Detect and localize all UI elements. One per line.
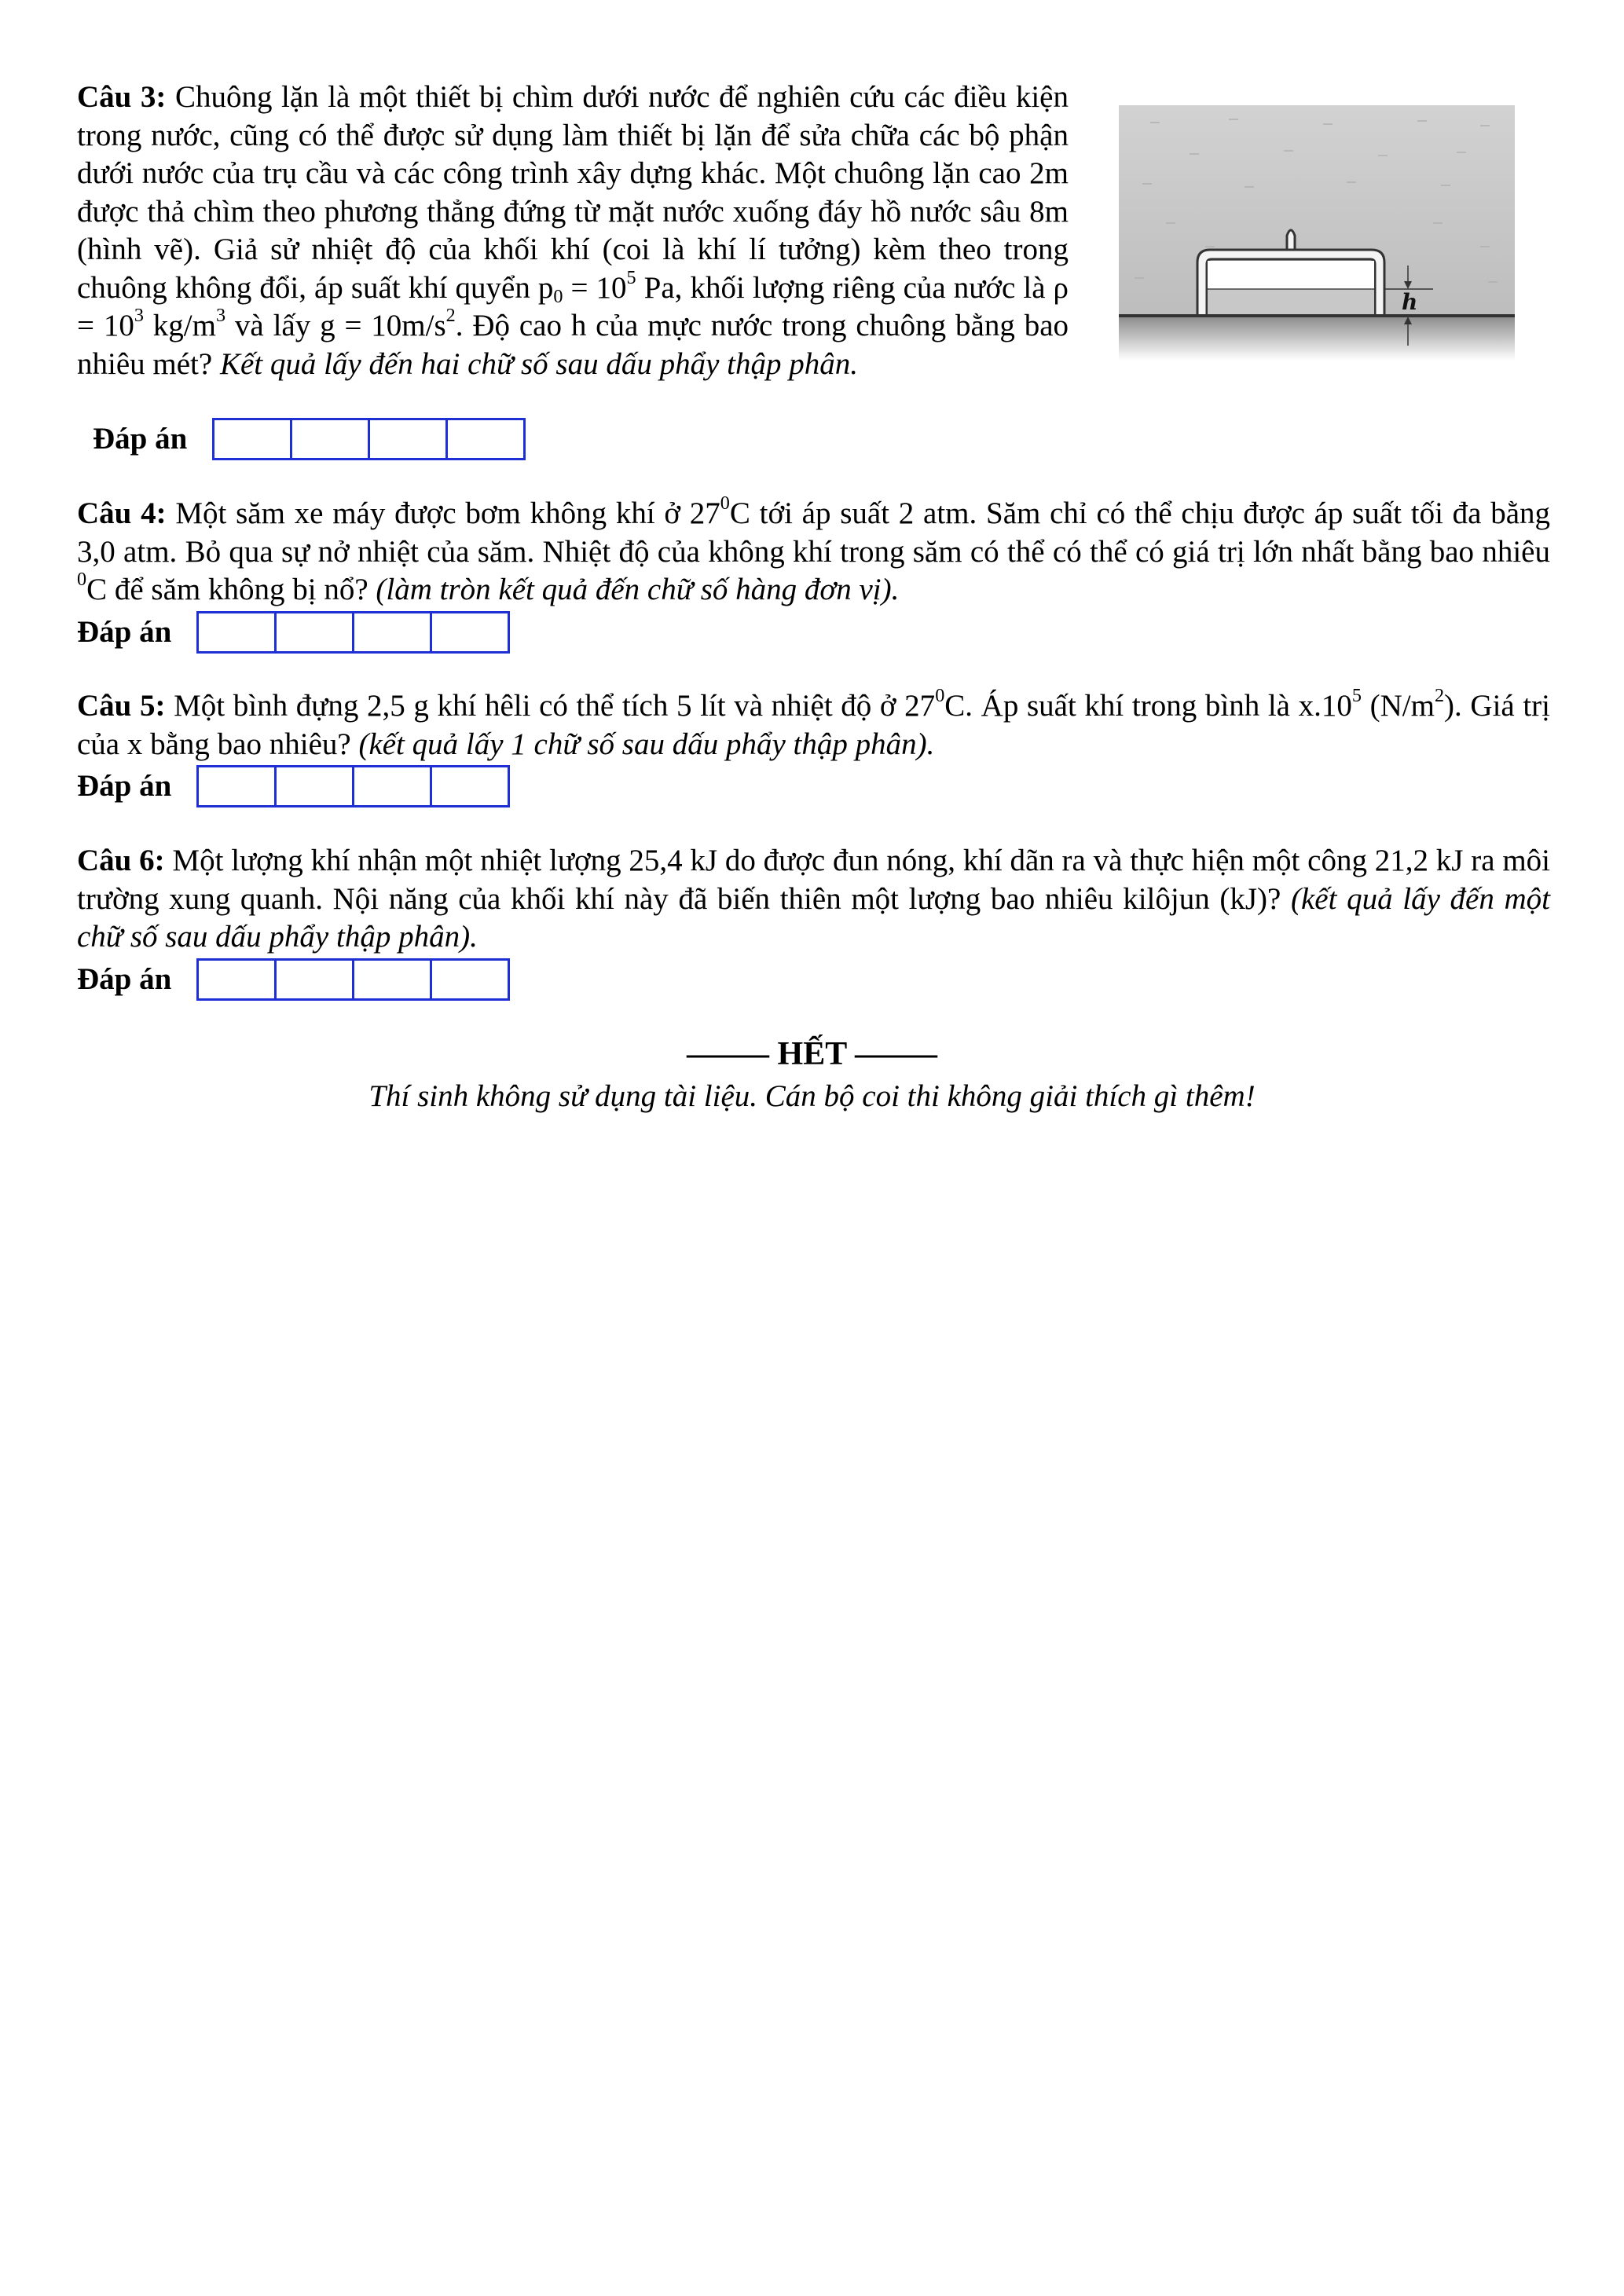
bell-knob <box>1287 230 1295 250</box>
answer-box[interactable] <box>292 420 370 458</box>
question-5-text: (N/m <box>1361 689 1435 723</box>
superscript: 2 <box>445 304 456 326</box>
superscript: 3 <box>215 304 226 326</box>
question-6 <box>77 842 1550 957</box>
answer-box[interactable] <box>199 767 277 805</box>
subscript: 0 <box>553 285 563 307</box>
question-3-text: Chuông lặn là một thiết bị chìm dưới nước để nghiên cứu các điều kiện trong nước, cũng có thể được sử dụng làm thiết bị lặn để sửa chữa các bộ phận dưới nước của trụ cầu và các công trình xây dựng khác. Một chuông lặn cao 2m được thả chìm theo phương thẳng đứng từ mặt nước xuống đáy hồ nước sâu 8m (hình vẽ). Giả sử nhiệt độ của khối khí (coi là khí lí tưởng) kèm theo trong chuông không đổi, áp suất khí quyển p <box>77 80 1069 305</box>
question-3 <box>77 79 1069 383</box>
answer-boxes <box>196 611 510 654</box>
end-marker: ––––– HẾT ––––– <box>687 1036 937 1072</box>
answer-box[interactable] <box>277 961 354 998</box>
answer-boxes <box>212 418 526 460</box>
question-5-text: C. Áp suất khí trong bình là x.10 <box>944 689 1352 723</box>
superscript: 5 <box>1351 684 1362 706</box>
superscript: 0 <box>77 568 87 590</box>
h-label: h <box>1402 289 1418 315</box>
question-6-text: Một lượng khí nhận một nhiệt lượng 25,4 kJ do được đun nóng, khí dãn ra và thực hiện một công 21,2 kJ ra môi trường xung quanh. Nội năng của khối khí này đã biến thiên một lượng bao nhiêu kilôjun (kJ)? <box>77 844 1550 916</box>
answer-box[interactable] <box>199 613 277 651</box>
question-4-text: Một săm xe máy được bơm không khí ở 27 <box>166 496 720 530</box>
question-5 <box>77 684 1551 764</box>
lake-bottom <box>1119 316 1515 361</box>
answer-box[interactable] <box>432 613 508 651</box>
answer-box[interactable] <box>354 613 432 651</box>
question-3-label: Câu 3: <box>77 80 167 114</box>
question-4-instruction: (làm tròn kết quả đến chữ số hàng đơn vị). <box>376 573 900 606</box>
answer-row-5 <box>77 765 510 807</box>
answer-label: Đáp án <box>93 422 188 456</box>
answer-box[interactable] <box>448 420 523 458</box>
diving-bell-figure <box>1119 105 1515 361</box>
question-6-instruction: (kết quả lấy đến một chữ số sau dấu phẩy thập phân). <box>77 881 1551 954</box>
question-5-instruction: (kết quả lấy 1 chữ số sau dấu phẩy thập phân). <box>358 727 935 761</box>
question-5-text: ). Giá trị của x bằng bao nhiêu? <box>77 689 1551 761</box>
question-5-label: Câu 5: <box>77 689 166 723</box>
question-3-instruction: Kết quả lấy đến hai chữ số sau dấu phẩy thập phân. <box>219 346 858 381</box>
question-3-text: . Độ cao h của mực nước trong chuông bằng bao nhiêu mét? <box>77 309 1069 381</box>
answer-box[interactable] <box>354 767 432 805</box>
answer-label: Đáp án <box>77 962 172 996</box>
answer-label: Đáp án <box>77 769 172 803</box>
question-6-label: Câu 6: <box>77 844 165 877</box>
question-3-text: Pa, khối lượng riêng của nước là ρ = 10 <box>77 270 1069 342</box>
superscript: 2 <box>1434 684 1445 706</box>
superscript: 0 <box>935 684 945 706</box>
question-4-text: C để săm không bị nổ? <box>86 573 376 606</box>
answer-box[interactable] <box>277 767 354 805</box>
answer-box[interactable] <box>432 767 508 805</box>
answer-box[interactable] <box>277 613 354 651</box>
question-3-text: và lấy g = 10m/s <box>225 309 446 342</box>
question-5-text: Một bình đựng 2,5 g khí hêli có thể tích 5 lít và nhiệt độ ở 27 <box>165 689 936 723</box>
answer-box[interactable] <box>354 961 432 998</box>
end-note: Thí sinh không sử dụng tài liệu. Cán bộ coi thi không giải thích gì thêm! <box>368 1079 1256 1113</box>
water-in-bell <box>1208 289 1374 316</box>
superscript: 3 <box>134 304 144 326</box>
answer-box[interactable] <box>432 961 508 998</box>
question-3-text: = 10 <box>563 270 627 305</box>
superscript: 5 <box>626 266 636 288</box>
answer-row-4 <box>77 611 510 654</box>
answer-box[interactable] <box>370 420 448 458</box>
air-pocket <box>1208 261 1374 289</box>
answer-label: Đáp án <box>77 615 172 649</box>
question-4-label: Câu 4: <box>77 496 167 530</box>
answer-row-6 <box>77 958 510 1001</box>
answer-box[interactable] <box>199 961 277 998</box>
question-4 <box>77 492 1551 610</box>
question-3-text: kg/m <box>143 309 216 342</box>
question-4-text: C tới áp suất 2 atm. Săm chỉ có thể chịu được áp suất tối đa bằng 3,0 atm. Bỏ qua sự nở nhiệt của săm. Nhiệt độ của không khí trong săm có thể có thể có giá trị lớn nhất bằng bao nhiêu <box>77 496 1551 569</box>
superscript: 0 <box>720 492 730 514</box>
answer-boxes <box>196 958 510 1001</box>
answer-row-3 <box>93 418 526 460</box>
answer-boxes <box>196 765 510 807</box>
answer-box[interactable] <box>214 420 292 458</box>
